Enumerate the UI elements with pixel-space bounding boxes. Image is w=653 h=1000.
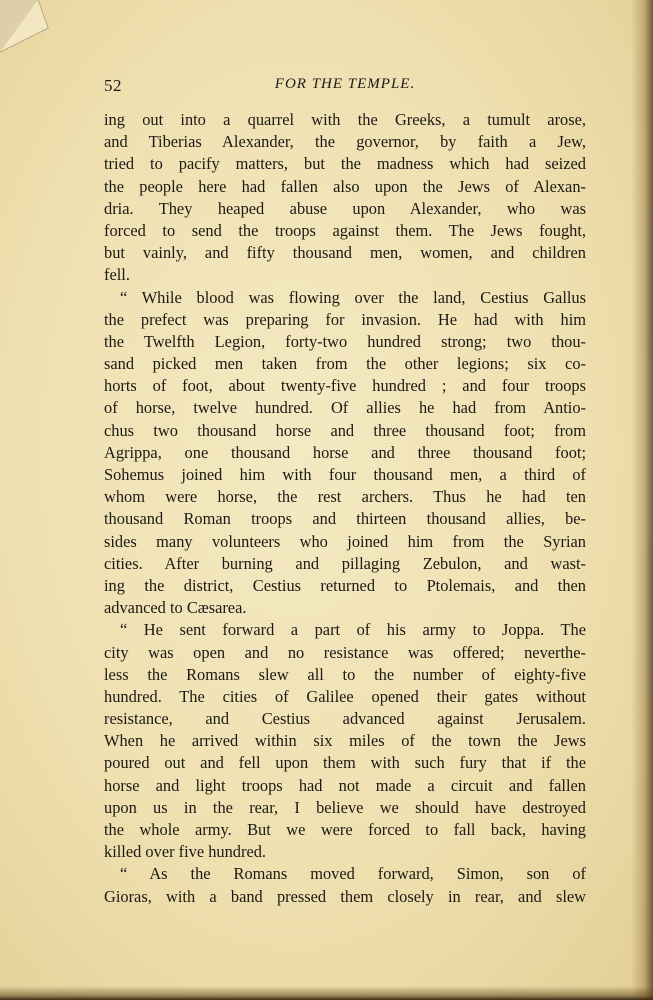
text-line: hundred. The cities of Galilee opened their gates without bbox=[104, 686, 586, 706]
text-line: city was open and no resistance was offered; neverthe- bbox=[104, 642, 586, 662]
page-header bbox=[104, 76, 586, 100]
text-line: “ As the Romans moved forward, Simon, son of bbox=[120, 864, 586, 884]
text-line: “ While blood was flowing over the land, Cestius Gallus bbox=[120, 287, 586, 307]
text-line: Agrippa, one thousand horse and three thousand foot; bbox=[104, 442, 586, 462]
text-line: of horse, twelve hundred. Of allies he had from Antio- bbox=[104, 398, 586, 418]
text-line: Gioras, with a band pressed them closely in rear, and slew bbox=[104, 886, 586, 906]
text-line: upon us in the rear, I believe we should have destroyed bbox=[104, 797, 586, 817]
text-line: horts of foot, about twenty-five hundred ; and four troops bbox=[104, 376, 586, 396]
text-line: When he arrived within six miles of the town the Jews bbox=[104, 731, 586, 751]
text-line: the prefect was preparing for invasion. He had with him bbox=[104, 309, 586, 329]
text-line: killed over five hundred. bbox=[104, 842, 267, 862]
text-line: less the Romans slew all to the number of eighty-five bbox=[104, 664, 586, 684]
text-line: the people here had fallen also upon the Jews of Alexan- bbox=[104, 176, 586, 196]
text-line: advanced to Cæsarea. bbox=[104, 598, 247, 618]
text-line: tried to pacify matters, but the madness which had seized bbox=[104, 154, 586, 174]
page-number: 52 bbox=[104, 76, 122, 95]
text-line: the whole army. But we were forced to fall back, having bbox=[104, 820, 586, 839]
text-line: cities. After burning and pillaging Zebulon, and wast- bbox=[104, 553, 586, 573]
text-line: fell. bbox=[104, 265, 130, 285]
page-bottom-edge bbox=[0, 986, 653, 1000]
text-line: the Twelfth Legion, forty-two hundred strong; two thou- bbox=[104, 331, 586, 351]
binding-shadow bbox=[631, 0, 653, 1000]
text-line: whom were horse, the rest archers. Thus he had ten bbox=[104, 487, 586, 507]
text-line: forced to send the troops against them. The Jews fought, bbox=[104, 220, 586, 240]
text-line: poured out and fell upon them with such fury that if the bbox=[104, 753, 586, 773]
running-head: FOR THE TEMPLE. bbox=[274, 76, 416, 92]
text-line: and Tiberias Alexander, the governor, by faith a Jew, bbox=[104, 132, 586, 152]
text-line: chus two thousand horse and three thousand foot; from bbox=[104, 420, 586, 440]
text-line: sand picked men taken from the other legions; six co- bbox=[104, 354, 586, 374]
text-line: Sohemus joined him with four thousand men, a third of bbox=[104, 465, 586, 484]
text-line: ing out into a quarrel with the Greeks, a tumult arose, bbox=[104, 110, 586, 129]
text-line: resistance, and Cestius advanced against Jerusalem. bbox=[104, 709, 586, 729]
text-line: dria. They heaped abuse upon Alexander, who was bbox=[104, 198, 586, 218]
text-line: sides many volunteers who joined him from the Syrian bbox=[104, 531, 586, 551]
text-line: horse and light troops had not made a circuit and fallen bbox=[104, 775, 586, 795]
text-line: thousand Roman troops and thirteen thousand allies, be- bbox=[104, 509, 586, 529]
corner-fold bbox=[0, 0, 60, 60]
text-line: “ He sent forward a part of his army to Joppa. The bbox=[120, 620, 586, 640]
body-text bbox=[104, 109, 586, 908]
text-line: ing the district, Cestius returned to Ptolemais, and then bbox=[104, 575, 586, 595]
text-line: but vainly, and fifty thousand men, women, and children bbox=[104, 243, 586, 263]
